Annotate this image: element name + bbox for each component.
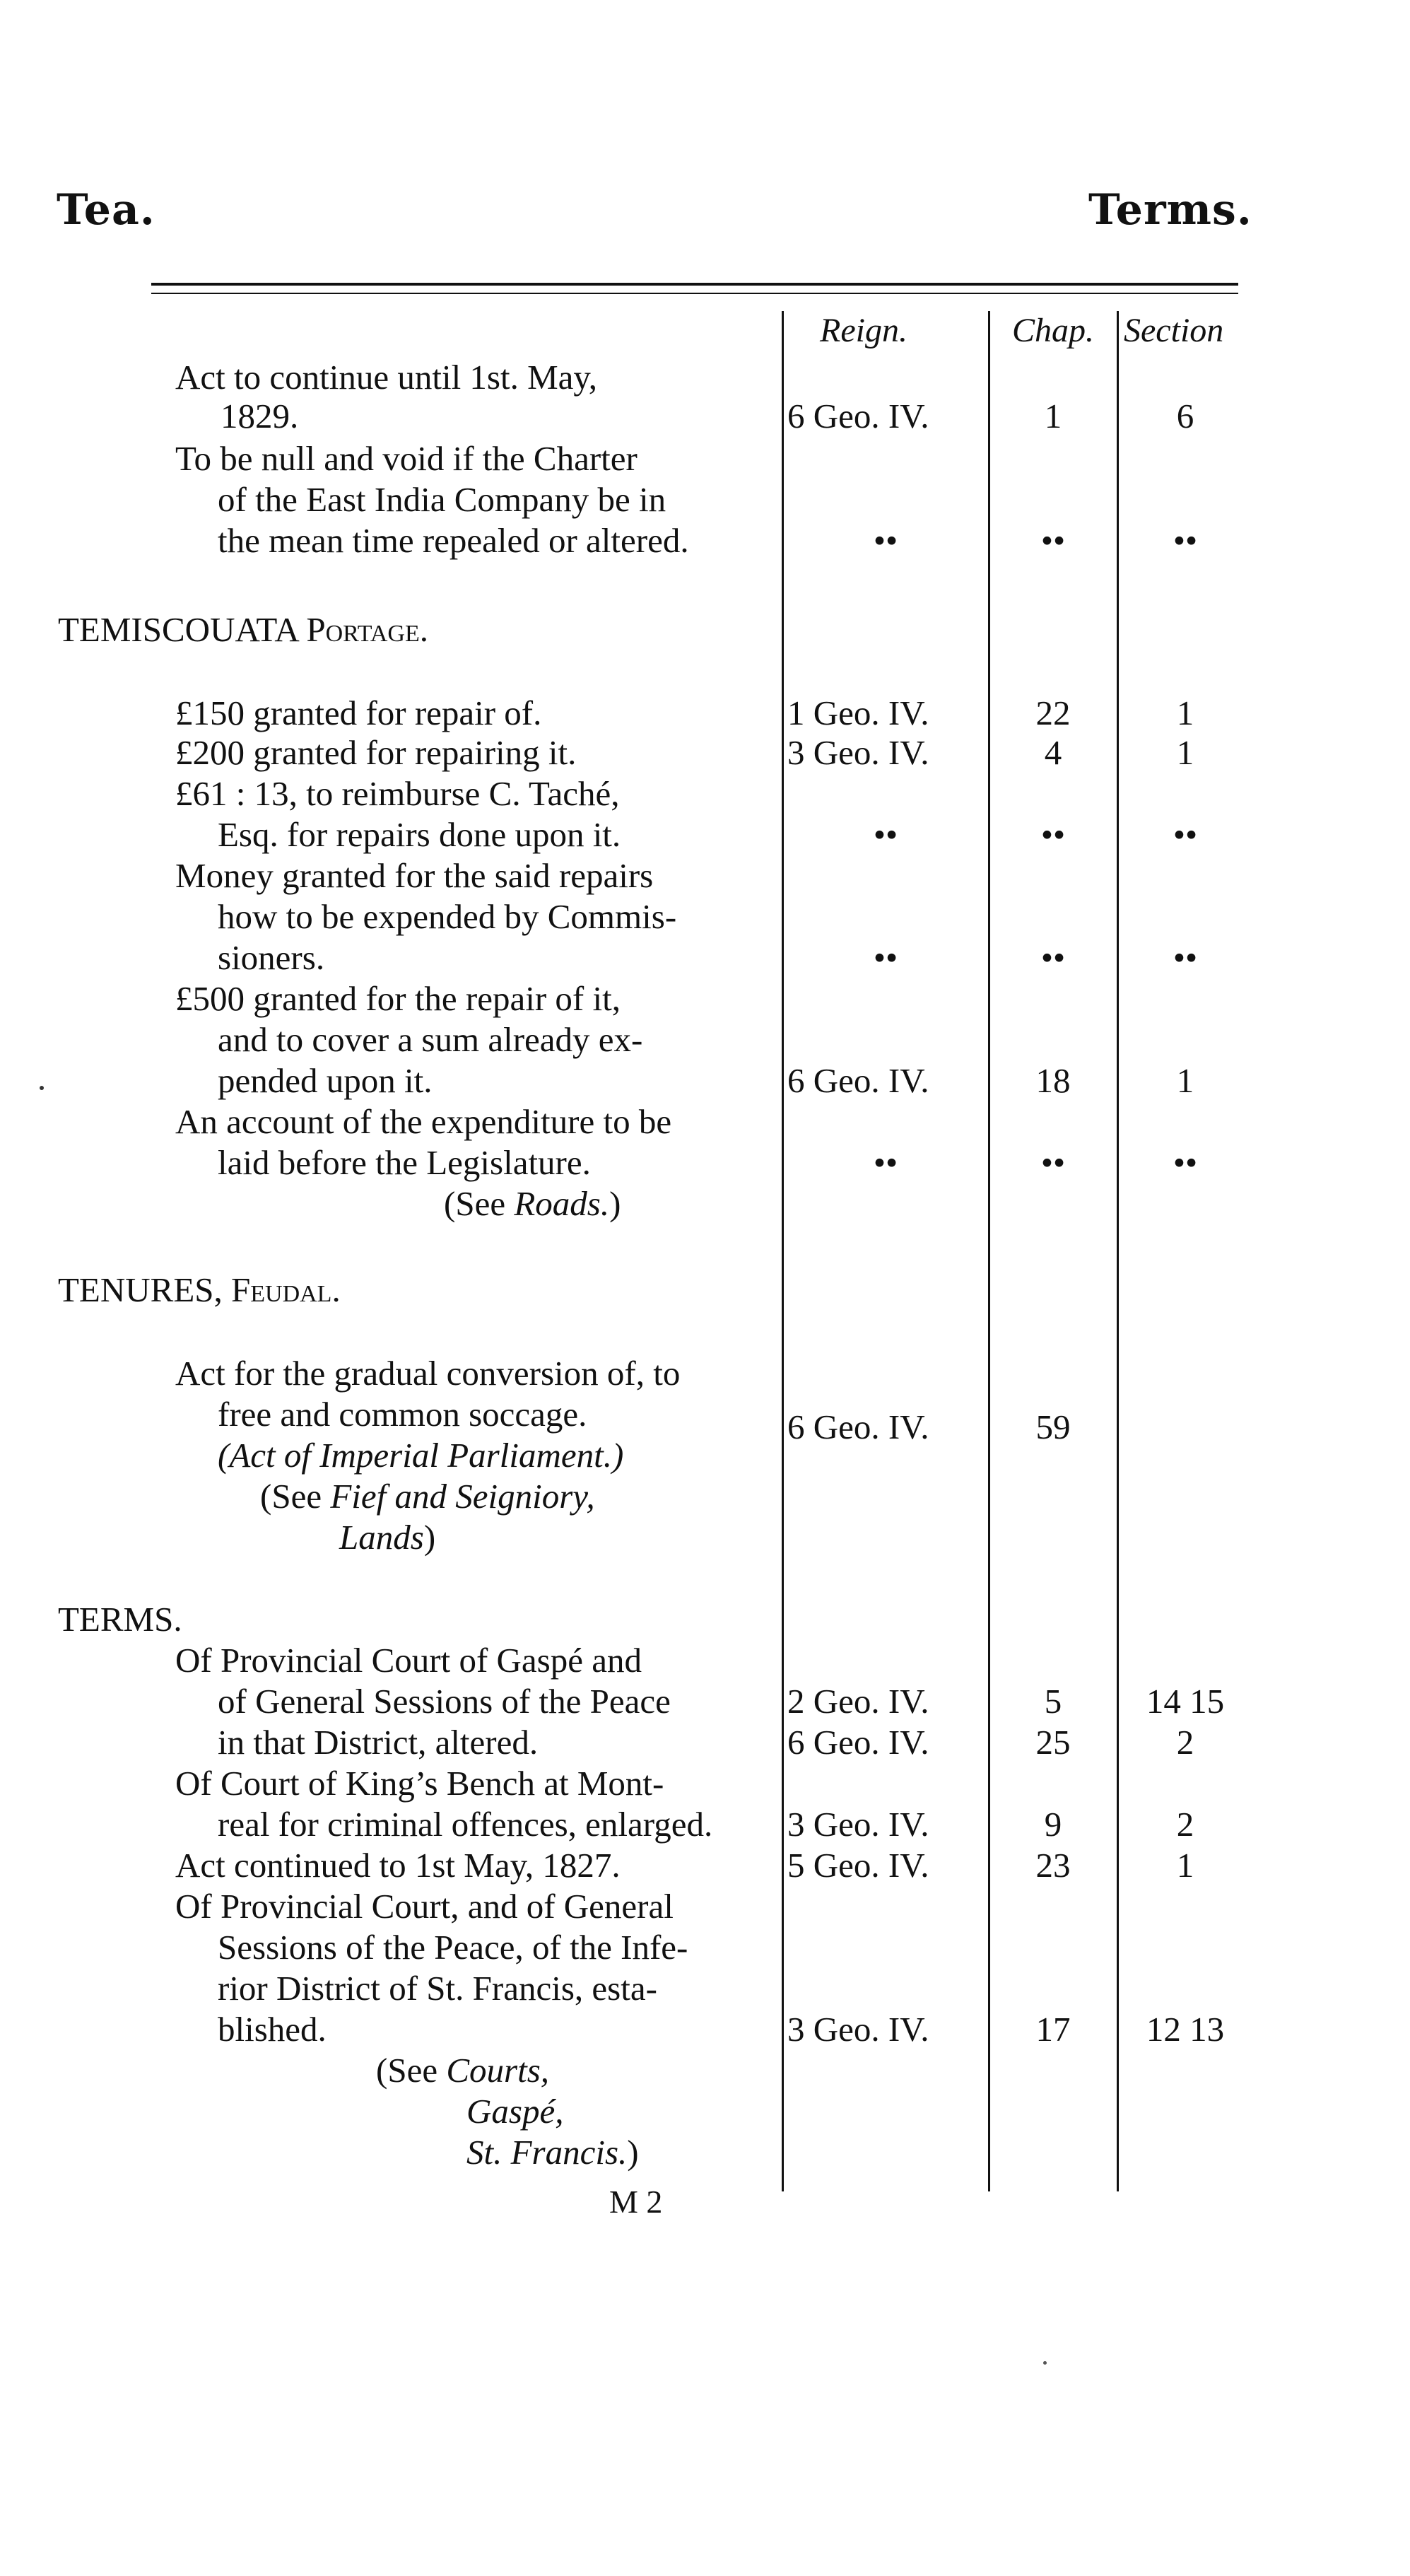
entry-text: Sessions of the Peace, of the Infe- [218, 1928, 688, 1967]
chap-cell: 22 [1035, 693, 1071, 732]
section-heading-tenures [0, 1270, 1410, 1311]
chap-cell: •• [1040, 521, 1066, 560]
entry-text: Act continued to 1st May, 1827. [175, 1846, 621, 1885]
entry-text: pended upon it. [218, 1061, 433, 1100]
table-row [0, 1142, 1410, 1183]
reign-cell: •• [873, 815, 898, 854]
table-row [0, 479, 1410, 520]
header-rule-thick [151, 283, 1238, 286]
entry-text: blished. [218, 2010, 327, 2049]
reign-cell: 3 Geo. IV. [787, 2010, 929, 2049]
table-row [0, 357, 1410, 398]
cross-reference [0, 2132, 1410, 2173]
entry-text: the mean time repealed or altered. [218, 521, 689, 560]
heading-text: TEMISCOUATA [58, 610, 298, 649]
table-row [0, 732, 1410, 773]
table-row [0, 1763, 1410, 1804]
cross-reference [0, 2091, 1410, 2132]
chap-cell: 5 [1044, 1682, 1062, 1721]
entry-text: free and common soccage. [218, 1395, 587, 1434]
chap-cell: •• [1040, 938, 1066, 977]
cross-reference [0, 1517, 1410, 1558]
section-heading-terms [0, 1599, 1410, 1640]
chap-cell: 25 [1035, 1723, 1071, 1762]
see-roads: Roads. [514, 1184, 610, 1223]
entry-text: how to be expended by Commis- [218, 897, 677, 936]
reign-cell: 1 Geo. IV. [787, 693, 929, 732]
heading-text: TERMS. [58, 1600, 182, 1639]
entry-text: in that District, altered. [218, 1723, 539, 1762]
entry-text: £150 granted for repair of. [175, 693, 542, 732]
section-cell: 12 13 [1146, 2010, 1225, 2049]
section-cell: 14 15 [1146, 1682, 1225, 1721]
table-row [0, 1353, 1410, 1394]
see-prefix: (See [376, 2051, 447, 2090]
reign-cell: 2 Geo. IV. [787, 1682, 929, 1721]
table-row [0, 1019, 1410, 1060]
see-prefix: (See [444, 1184, 515, 1223]
entry-text: To be null and void if the Charter [175, 439, 638, 478]
table-row [0, 937, 1410, 978]
table-row [0, 396, 1410, 437]
section-cell: 1 [1176, 1061, 1194, 1100]
chap-cell: 17 [1035, 2010, 1071, 2049]
table-row [0, 1060, 1410, 1101]
table-row [0, 896, 1410, 937]
entry-text: Money granted for the said repairs [175, 856, 654, 895]
reign-cell: 6 Geo. IV. [787, 1723, 929, 1762]
see-prefix: (See [260, 1477, 331, 1516]
cross-reference [0, 1183, 1410, 1224]
table-row [0, 814, 1410, 855]
reign-cell: •• [873, 1143, 898, 1182]
table-row [0, 978, 1410, 1019]
entry-text: Act for the gradual conversion of, to [175, 1354, 681, 1393]
see-courts: Courts, [446, 2051, 550, 2090]
imperial-act-note: (Act of Imperial Parliament.) [218, 1436, 624, 1475]
section-cell: •• [1173, 815, 1198, 854]
section-cell: 1 [1176, 693, 1194, 732]
entry-text: of the East India Company be in [218, 480, 666, 519]
signature-mark: M 2 [609, 2184, 663, 2220]
table-row [0, 1722, 1410, 1763]
entry-text: Of Court of King’s Bench at Mont- [175, 1764, 664, 1803]
table-row [0, 1804, 1410, 1845]
table-row [0, 438, 1410, 479]
reign-cell: 6 Geo. IV. [787, 1407, 929, 1446]
see-lands: Lands [339, 1518, 424, 1557]
chap-cell: 4 [1044, 733, 1062, 772]
running-head-left: Tea. [57, 185, 155, 235]
see-st-francis: St. Francis. [466, 2133, 628, 2172]
entry-text: £200 granted for repairing it. [175, 733, 577, 772]
see-suffix: ) [423, 1518, 436, 1557]
section-cell: 6 [1176, 397, 1194, 435]
section-heading-temiscouata [0, 609, 1410, 650]
section-cell: 2 [1176, 1805, 1194, 1844]
chap-cell: 1 [1044, 397, 1062, 435]
heading-subtext: Portage. [306, 610, 428, 649]
section-cell: •• [1173, 938, 1198, 977]
entry-text: An account of the expenditure to be [175, 1102, 672, 1141]
reign-cell: 5 Geo. IV. [787, 1846, 929, 1885]
entry-text: Act to continue until 1st. May, [175, 358, 597, 397]
entry-text: real for criminal offences, enlarged. [218, 1805, 713, 1844]
entry-text: Of Provincial Court of Gaspé and [175, 1641, 642, 1680]
table-row [0, 1640, 1410, 1681]
column-header-chap: Chap. [1012, 312, 1095, 349]
entry-text: and to cover a sum already ex- [218, 1020, 643, 1059]
table-row [0, 1886, 1410, 1927]
see-suffix: ) [627, 2133, 639, 2172]
reign-cell: •• [873, 938, 898, 977]
table-row [0, 693, 1410, 734]
entry-text: sioners. [218, 938, 325, 977]
entry-text: of General Sessions of the Peace [218, 1682, 671, 1721]
table-row [0, 1101, 1410, 1142]
cross-reference [0, 2050, 1410, 2091]
entry-text: £61 : 13, to reimburse C. Taché, [175, 774, 620, 813]
column-header-section: Section [1124, 312, 1224, 349]
reign-cell: •• [873, 521, 898, 560]
running-head-right: Terms. [1088, 185, 1252, 235]
entry-text: rior District of St. Francis, esta- [218, 1969, 657, 2008]
table-row [0, 1927, 1410, 1968]
section-cell: •• [1173, 521, 1198, 560]
section-cell: 2 [1176, 1723, 1194, 1762]
section-cell: 1 [1176, 733, 1194, 772]
reign-cell: 3 Geo. IV. [787, 733, 929, 772]
section-cell: •• [1173, 1143, 1198, 1182]
entry-text: laid before the Legislature. [218, 1143, 591, 1182]
see-gaspe: Gaspé, [466, 2092, 564, 2131]
see-fief: Fief and Seigniory, [330, 1477, 595, 1516]
reign-cell: 3 Geo. IV. [787, 1805, 929, 1844]
heading-text: TENURES, [58, 1270, 223, 1309]
table-row [0, 1968, 1410, 2009]
table-row [0, 1845, 1410, 1886]
entry-text: Of Provincial Court, and of General [175, 1887, 674, 1926]
chap-cell: 18 [1035, 1061, 1071, 1100]
table-row [0, 855, 1410, 896]
cross-reference [0, 1476, 1410, 1517]
chap-cell: 9 [1044, 1805, 1062, 1844]
see-suffix: ) [609, 1184, 621, 1223]
table-row [0, 1681, 1410, 1722]
chap-cell: 59 [1035, 1407, 1071, 1446]
note-row [0, 1435, 1410, 1476]
reign-cell: 6 Geo. IV. [787, 397, 929, 435]
chap-cell: •• [1040, 1143, 1066, 1182]
table-row [0, 520, 1410, 561]
section-cell: 1 [1176, 1846, 1194, 1885]
print-speck [40, 1086, 44, 1090]
table-row [0, 2009, 1410, 2050]
print-speck [1043, 2361, 1047, 2365]
table-row [0, 773, 1410, 814]
column-header-reign: Reign. [820, 312, 907, 349]
reign-cell: 6 Geo. IV. [787, 1061, 929, 1100]
chap-cell: •• [1040, 815, 1066, 854]
chap-cell: 23 [1035, 1846, 1071, 1885]
heading-subtext: Feudal. [231, 1270, 341, 1309]
header-rule-thin [151, 293, 1238, 294]
entry-text: £500 granted for the repair of it, [175, 979, 621, 1018]
entry-text: 1829. [221, 397, 299, 435]
table-row [0, 1394, 1410, 1446]
entry-text: Esq. for repairs done upon it. [218, 815, 621, 854]
